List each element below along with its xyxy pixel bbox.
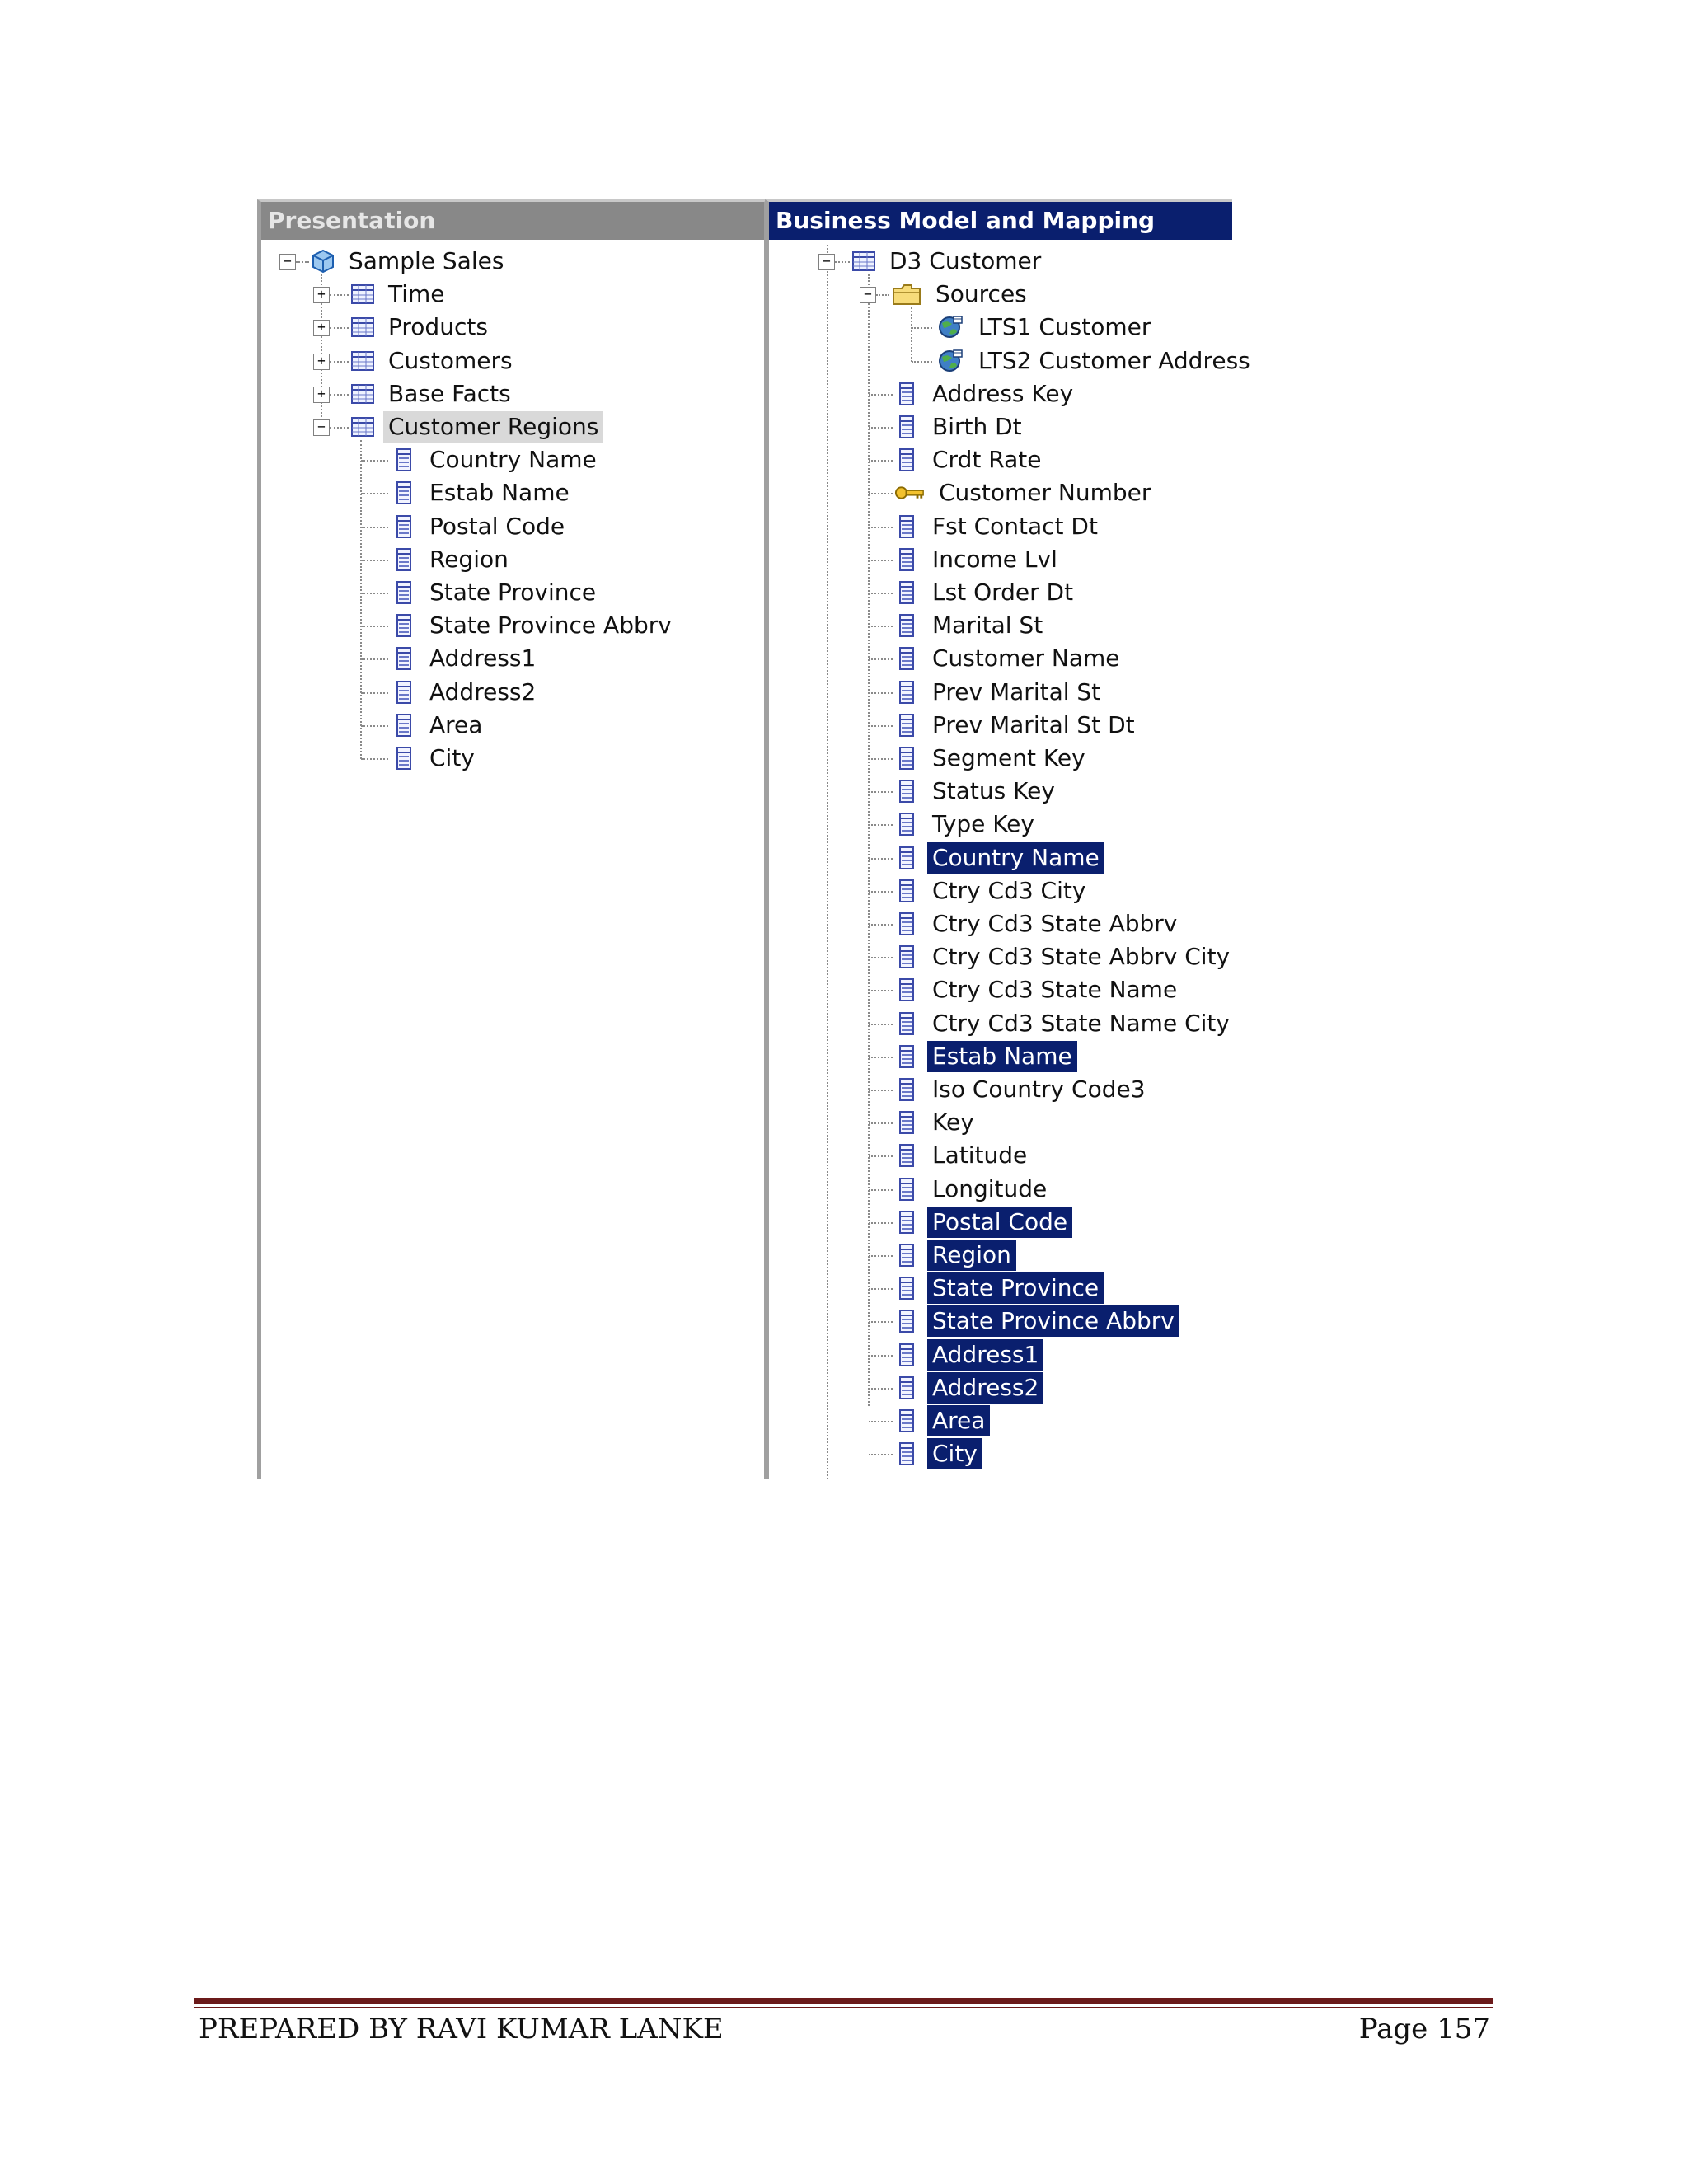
tree-node-key-column[interactable]	[894, 476, 1156, 509]
tree-node-label: Address2	[429, 677, 537, 705]
tree-node-label: LTS1 Customer	[978, 313, 1151, 341]
column-icon	[894, 977, 919, 1002]
tree-node-column[interactable]	[894, 775, 1060, 808]
tree-node-label: Income Lvl	[932, 545, 1057, 573]
column-icon	[894, 613, 919, 638]
tree-node-logical-table[interactable]	[851, 245, 1046, 278]
tree-node-column[interactable]	[392, 543, 513, 576]
column-icon	[894, 746, 919, 771]
column-icon	[894, 1110, 919, 1135]
tree-node-column[interactable]	[894, 642, 1125, 675]
tree-connector	[876, 294, 889, 296]
tree-node-column[interactable]	[894, 1239, 1016, 1272]
tree-connector	[912, 327, 932, 329]
globe-icon	[934, 349, 965, 373]
business-model-tree[interactable]	[769, 245, 1250, 1479]
tree-connector	[869, 460, 893, 462]
column-icon	[894, 1011, 919, 1036]
tree-node-label: Base Facts	[388, 379, 511, 407]
tree-node-column[interactable]	[894, 1040, 1077, 1073]
table-icon	[851, 249, 876, 274]
table-icon	[350, 315, 375, 340]
column-icon	[894, 382, 919, 406]
tree-node-label: Area	[927, 1405, 990, 1436]
column-icon	[894, 1441, 919, 1466]
tree-node-label: Customer Name	[932, 644, 1120, 673]
column-icon	[894, 912, 919, 936]
tree-node-column[interactable]	[894, 1437, 982, 1470]
tree-node-table[interactable]	[350, 377, 516, 410]
tree-node-label: Marital St	[932, 612, 1043, 640]
column-icon	[894, 680, 919, 705]
tree-node-label: Country Name	[429, 446, 597, 474]
tree-node-column[interactable]	[894, 543, 1062, 576]
tree-node-column[interactable]	[392, 510, 570, 543]
tree-node-label: Ctry Cd3 State Abbrv	[932, 910, 1178, 937]
column-icon	[894, 646, 919, 671]
tree-node-column[interactable]	[894, 1338, 1043, 1371]
column-icon	[894, 1177, 919, 1202]
tree-node-label: Crdt Rate	[932, 446, 1042, 474]
footer-rule	[194, 1998, 1493, 2004]
tree-node-label: Address Key	[932, 379, 1074, 407]
tree-node-label: Sample Sales	[349, 247, 504, 274]
tree-connector	[361, 593, 388, 594]
column-icon	[894, 1276, 919, 1301]
tree-node-label: State Province Abbrv	[927, 1305, 1179, 1337]
column-icon	[894, 580, 919, 605]
tree-connector	[361, 527, 388, 528]
column-icon	[392, 746, 416, 771]
tree-connector	[869, 626, 893, 627]
tree-connector	[835, 261, 850, 263]
tree-connector	[912, 361, 932, 363]
tree-node-label: Ctry Cd3 State Abbrv City	[932, 943, 1231, 971]
tree-node-label: Ctry Cd3 State Name	[932, 976, 1178, 1004]
tree-connector	[869, 593, 893, 594]
tree-node-label: Region	[927, 1240, 1016, 1271]
tree-node-label: City	[429, 744, 475, 771]
tree-connector	[361, 692, 388, 694]
tree-node-column[interactable]	[894, 1272, 1104, 1305]
tree-node-column[interactable]	[894, 808, 1039, 841]
column-icon	[894, 547, 919, 572]
tree-node-table[interactable]	[350, 278, 450, 311]
column-icon	[894, 812, 919, 837]
tree-connector	[869, 891, 893, 893]
tree-connector	[869, 824, 893, 826]
tree-connector	[869, 758, 893, 760]
tree-connector	[869, 957, 893, 958]
tree-connector	[869, 1122, 893, 1124]
tree-connector	[868, 274, 870, 1406]
tree-node-label: Latitude	[932, 1141, 1028, 1169]
tree-connector	[869, 1321, 893, 1323]
column-icon	[894, 779, 919, 804]
tree-node-label: City	[927, 1438, 982, 1469]
tree-node-column[interactable]	[894, 1305, 1179, 1338]
tree-node-label: Country Name	[927, 842, 1104, 874]
cube-icon	[311, 249, 335, 274]
column-icon	[392, 713, 416, 738]
tree-node-column[interactable]	[894, 1007, 1235, 1040]
column-icon	[894, 944, 919, 969]
tree-node-label: Prev Marital St	[932, 677, 1101, 705]
column-icon	[894, 1408, 919, 1433]
column-icon	[894, 846, 919, 870]
expand-toggle[interactable]: +	[313, 387, 330, 403]
tree-node-table[interactable]	[350, 410, 603, 443]
presentation-panel	[257, 199, 768, 1479]
tree-node-label: Type Key	[932, 810, 1034, 838]
collapse-toggle[interactable]: −	[313, 419, 330, 436]
tree-node-column[interactable]	[894, 510, 1103, 543]
tree-node-label: Area	[429, 710, 483, 738]
column-icon	[894, 1376, 919, 1400]
tree-node-column[interactable]	[894, 1404, 990, 1437]
key-icon	[894, 480, 926, 505]
business-model-panel	[765, 199, 1250, 1479]
tree-node-label: State Province Abbrv	[429, 612, 672, 640]
tree-node-label: State Province	[429, 579, 597, 606]
column-icon	[894, 713, 919, 738]
tree-node-column[interactable]	[894, 874, 1090, 907]
column-icon	[392, 448, 416, 472]
tree-node-label: Estab Name	[927, 1041, 1077, 1072]
tree-connector	[869, 1421, 893, 1422]
tree-connector	[869, 1454, 893, 1455]
tree-connector	[869, 1355, 893, 1357]
collapse-toggle[interactable]: −	[818, 254, 835, 270]
tree-connector	[869, 725, 893, 727]
column-icon	[894, 1077, 919, 1102]
tree-node-label: Postal Code	[927, 1207, 1072, 1238]
tree-connector	[869, 527, 893, 528]
tree-node-column[interactable]	[894, 1106, 979, 1139]
column-icon	[894, 415, 919, 439]
tree-node-label: Address2	[927, 1372, 1043, 1404]
expand-toggle[interactable]: +	[313, 320, 330, 336]
tree-node-label: Status Key	[932, 777, 1055, 805]
tree-connector	[869, 990, 893, 991]
globe-icon	[934, 315, 965, 340]
tree-connector	[361, 460, 388, 462]
tree-node-column[interactable]	[894, 609, 1048, 642]
tree-connector	[869, 1155, 893, 1157]
tree-node-label: Longitude	[932, 1174, 1048, 1202]
tree-node-label: Customer Regions	[383, 411, 603, 443]
tree-connector	[330, 361, 349, 363]
column-icon	[392, 680, 416, 705]
tree-node-column[interactable]	[894, 1371, 1043, 1404]
tree-node-label: LTS2 Customer Address	[978, 346, 1250, 374]
tree-node-label: Segment Key	[932, 744, 1085, 771]
tree-connector	[361, 560, 388, 561]
tree-node-label: Estab Name	[429, 479, 570, 507]
column-icon	[894, 879, 919, 903]
tree-node-label: Fst Contact Dt	[932, 512, 1098, 540]
tree-node-column[interactable]	[392, 443, 602, 476]
tree-node-label: Key	[932, 1108, 974, 1137]
column-icon	[894, 1343, 919, 1367]
tree-node-column[interactable]	[894, 676, 1105, 709]
footer-rule-thin	[194, 2007, 1493, 2008]
column-icon	[392, 514, 416, 539]
tree-connector	[869, 692, 893, 694]
tree-node-column[interactable]	[894, 742, 1090, 775]
tree-node-logical-source[interactable]	[934, 344, 1255, 377]
tree-node-label: Iso Country Code3	[932, 1076, 1146, 1103]
tree-connector	[296, 261, 309, 263]
tree-connector	[360, 440, 362, 759]
tree-node-column[interactable]	[894, 973, 1182, 1006]
tree-connector	[869, 1255, 893, 1257]
tree-connector	[827, 245, 828, 1479]
tree-connector	[869, 791, 893, 793]
tree-connector	[869, 1388, 893, 1390]
tree-node-column[interactable]	[894, 443, 1046, 476]
expand-toggle[interactable]: +	[313, 287, 330, 303]
tree-node-column[interactable]	[392, 576, 601, 609]
tree-node-column[interactable]	[894, 1173, 1052, 1206]
column-icon	[894, 1143, 919, 1168]
tree-connector	[869, 1288, 893, 1290]
tree-node-label: Ctry Cd3 City	[932, 876, 1086, 904]
tree-node-column[interactable]	[894, 377, 1078, 410]
tree-connector	[869, 394, 893, 396]
expand-toggle[interactable]: +	[313, 354, 330, 370]
tree-node-label: Products	[388, 313, 488, 341]
tree-connector	[869, 1189, 893, 1191]
tree-node-label: Ctry Cd3 State Name City	[932, 1009, 1230, 1037]
tree-node-column[interactable]	[894, 1206, 1072, 1239]
tree-connector	[869, 1057, 893, 1058]
tree-node-column[interactable]	[894, 841, 1104, 874]
table-icon	[350, 282, 375, 307]
tree-node-label: Time	[388, 280, 445, 308]
column-icon	[392, 547, 416, 572]
tree-node-column[interactable]	[894, 410, 1027, 443]
column-icon	[894, 514, 919, 539]
tree-connector	[869, 1090, 893, 1091]
tree-connector	[869, 493, 893, 494]
business-model-title: Business Model and Mapping	[769, 202, 1232, 240]
presentation-tree[interactable]	[261, 245, 764, 1479]
tree-connector	[869, 427, 893, 429]
tree-connector	[330, 427, 349, 429]
tree-connector	[911, 307, 912, 361]
tree-node-column[interactable]	[894, 1139, 1032, 1172]
table-icon	[350, 349, 375, 373]
tree-node-column[interactable]	[894, 576, 1078, 609]
tree-node-column[interactable]	[392, 642, 541, 675]
tree-node-label: Birth Dt	[932, 413, 1022, 440]
tree-connector	[869, 658, 893, 660]
column-icon	[894, 1210, 919, 1235]
column-icon	[894, 1243, 919, 1268]
tree-connector	[361, 493, 388, 494]
tree-connector	[361, 658, 388, 660]
column-icon	[392, 646, 416, 671]
tree-connector	[869, 560, 893, 561]
table-icon	[350, 382, 375, 406]
tree-connector	[361, 725, 388, 727]
column-icon	[392, 580, 416, 605]
column-icon	[392, 480, 416, 505]
column-icon	[894, 1044, 919, 1069]
column-icon	[894, 448, 919, 472]
tree-node-table[interactable]	[350, 344, 518, 377]
tree-node-column[interactable]	[392, 709, 487, 742]
tree-connector	[869, 1024, 893, 1025]
tree-node-label: D3 Customer	[889, 247, 1042, 274]
tree-connector	[361, 758, 388, 760]
tree-node-label: Sources	[935, 280, 1027, 308]
tree-node-column[interactable]	[392, 609, 677, 642]
folder-icon	[891, 282, 922, 307]
tree-node-column[interactable]	[392, 476, 574, 509]
tree-node-column[interactable]	[392, 742, 480, 775]
tree-node-table[interactable]	[350, 311, 493, 344]
tree-node-label: Region	[429, 545, 509, 573]
tree-node-column[interactable]	[894, 709, 1140, 742]
tree-connector	[330, 394, 349, 396]
tree-node-label: Address1	[927, 1339, 1043, 1371]
tree-node-sources-folder[interactable]	[891, 278, 1032, 311]
collapse-toggle[interactable]: −	[860, 287, 876, 303]
tree-node-column[interactable]	[894, 940, 1235, 973]
tree-node-label: Customer Number	[939, 479, 1151, 507]
tree-connector	[330, 294, 349, 296]
tree-node-subject-area[interactable]	[311, 245, 509, 278]
table-icon	[350, 415, 375, 439]
tree-connector	[361, 626, 388, 627]
tree-node-column[interactable]	[392, 676, 541, 709]
tree-node-label: State Province	[927, 1272, 1104, 1304]
footer-author: PREPARED BY RAVI KUMAR LANKE	[199, 2013, 724, 2046]
column-icon	[392, 613, 416, 638]
tree-node-label: Postal Code	[429, 512, 565, 540]
tree-connector	[330, 327, 349, 329]
tree-node-label: Customers	[388, 346, 513, 374]
presentation-title: Presentation	[261, 202, 764, 240]
tree-node-column[interactable]	[894, 1073, 1151, 1106]
tree-connector	[869, 858, 893, 860]
tree-node-label: Lst Order Dt	[932, 579, 1074, 606]
collapse-toggle[interactable]: −	[279, 254, 296, 270]
tree-connector	[869, 924, 893, 926]
tree-connector	[869, 1222, 893, 1224]
tree-node-column[interactable]	[894, 907, 1182, 940]
tree-node-logical-source[interactable]	[934, 311, 1156, 344]
column-icon	[894, 1309, 919, 1333]
tree-node-label: Prev Marital St Dt	[932, 710, 1135, 738]
tree-node-label: Address1	[429, 644, 537, 673]
footer-page-number: Page 157	[1358, 2013, 1490, 2046]
